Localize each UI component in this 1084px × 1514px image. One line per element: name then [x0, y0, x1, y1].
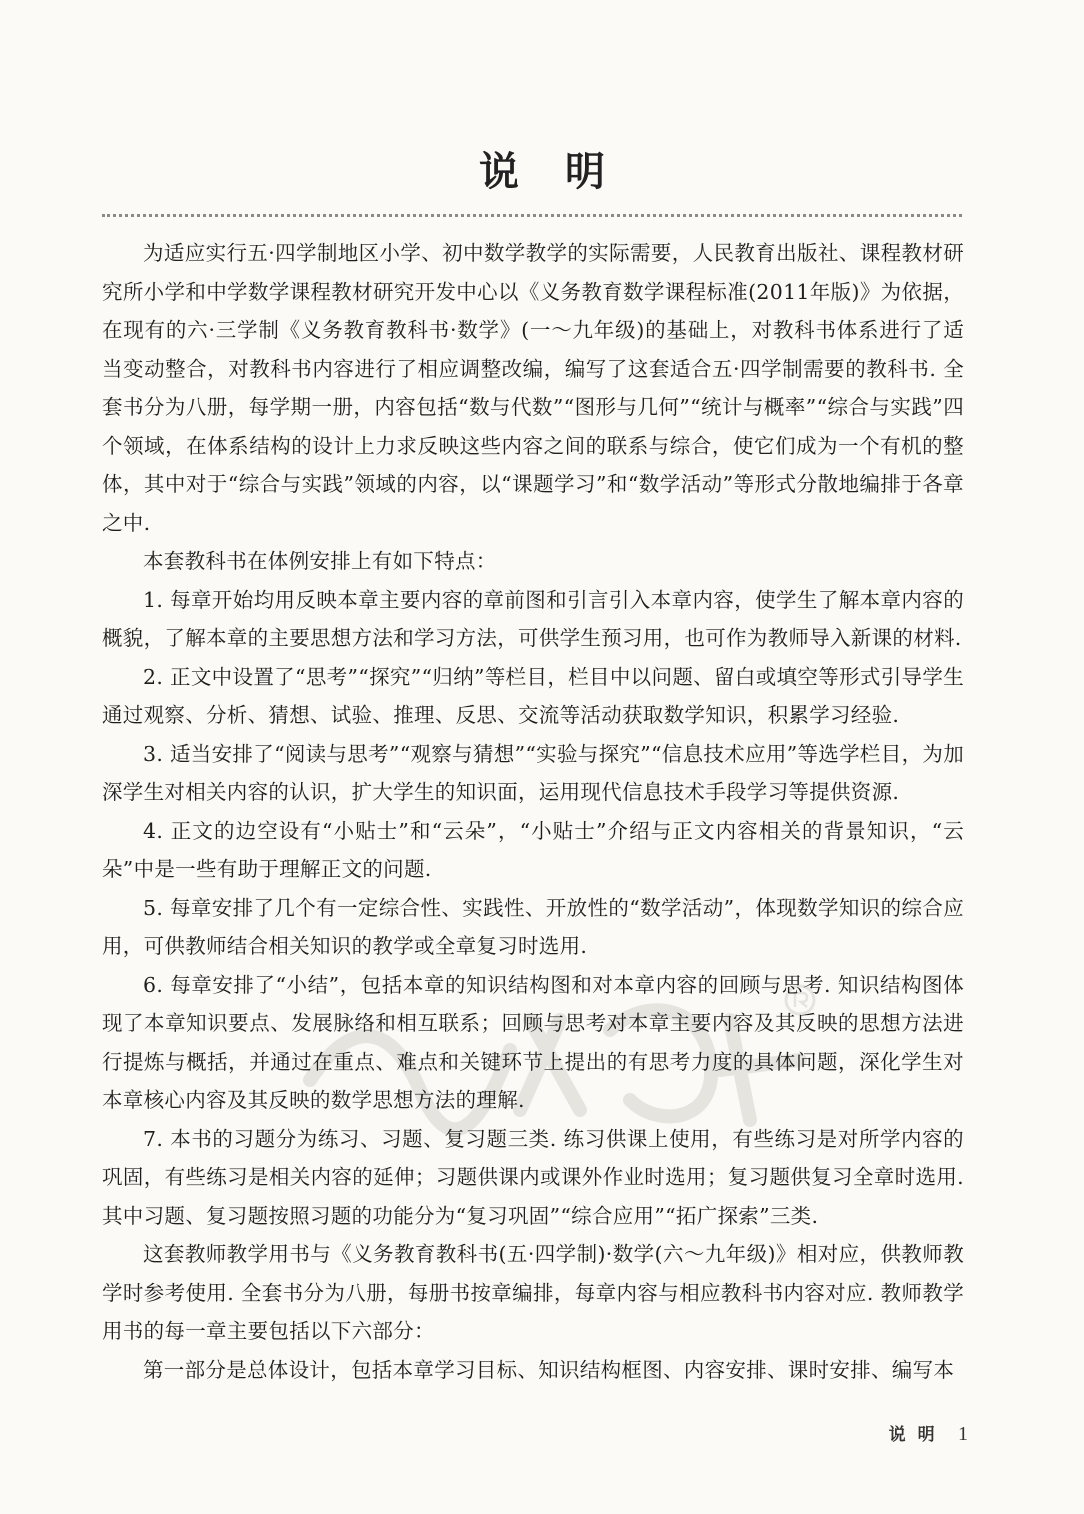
features-lead-paragraph: 本套教科书在体例安排上有如下特点：: [143, 549, 497, 573]
feature-2-paragraph: 2. 正文中设置了“思考”“探究”“归纳”等栏目，栏目中以问题、留白或填空等形式引导学生通过观察、分析、猜想、试验、推理、反思、交流等活动获取数学知识，积累学习经验.: [102, 664, 964, 727]
feature-1-paragraph: 1. 每章开始均用反映本章主要内容的章前图和引言引入本章内容，使学生了解本章内容的概貌，了解本章的主要思想方法和学习方法，可供学生预习用，也可作为教师导入新课的材料.: [102, 587, 964, 650]
part-one-paragraph: 第一部分是总体设计，包括本章学习目标、知识结构框图、内容安排、课时安排、编写本: [143, 1357, 955, 1382]
feature-6-paragraph: 6. 每章安排了“小结”，包括本章的知识结构图和对本章内容的回顾与思考. 知识结构图体现了本章知识要点、发展脉络和相互联系；回顾与思考对本章主要内容及其反映的思想方法进行提炼与概括，并通过在重点、难点和关键环节上提出的有思考力度的具体问题，深化学生对本章核心内容及其反映的数学思想方法的理解.: [102, 972, 964, 1112]
page-footer: [889, 1420, 968, 1446]
feature-4-paragraph: 4. 正文的边空设有“小贴士”和“云朵”，“小贴士”介绍与正文内容相关的背景知识，“云朵”中是一些有助于理解正文的问题.: [102, 818, 964, 881]
feature-7-paragraph: 7. 本书的习题分为练习、习题、复习题三类. 练习供课上使用，有些练习是对所学内容的巩固，有些练习是相关内容的延伸；习题供课内或课外作业时选用；复习题供复习全章时选用. 其中习题、复习题按照习题的功能分为“复习巩固”“综合应用”“拓广探索”三类.: [102, 1126, 964, 1228]
body-text: [102, 234, 964, 1389]
feature-5-paragraph: 5. 每章安排了几个有一定综合性、实践性、开放性的“数学活动”，体现数学知识的综合应用，可供教师结合相关知识的教学或全章复习时选用.: [102, 895, 964, 958]
teacher-book-paragraph: 这套教师教学用书与《义务教育教科书(五·四学制)·数学(六～九年级)》相对应，供教师教学时参考使用. 全套书分为八册，每册书按章编排，每章内容与相应教科书内容对应. 教师教学用书的每一章主要包括以下六部分：: [102, 1242, 964, 1343]
page-number: 1: [958, 1423, 968, 1445]
intro-paragraph: 为适应实行五·四学制地区小学、初中数学教学的实际需要，人民教育出版社、课程教材研究所小学和中学数学课程教材研究开发中心以《义务教育数学课程标准(2011年版)》为依据，在现有的六·三学制《义务教育教科书·数学》(一～九年级)的基础上，对教科书体系进行了适当变动整合，对教科书内容进行了相应调整改编，编写了这套适合五·四学制需要的教科书. 全套书分为八册，每学期一册，内容包括“数与代数”“图形与几何”“统计与概率”“综合与实践”四个领域，在体系结构的设计上力求反映这些内容之间的联系与综合，使它们成为一个有机的整体，其中对于“综合与实践”领域的内容，以“课题学习”和“数学活动”等形式分散地编排于各章之中.: [102, 241, 964, 535]
feature-3-paragraph: 3. 适当安排了“阅读与思考”“观察与猜想”“实验与探究”“信息技术应用”等选学栏目，为加深学生对相关内容的认识，扩大学生的知识面，运用现代信息技术手段学习等提供资源.: [102, 741, 964, 804]
page-title: 说明: [479, 148, 651, 195]
running-footer-label: 说明: [888, 1425, 947, 1445]
title-dotted-divider: [102, 214, 962, 217]
